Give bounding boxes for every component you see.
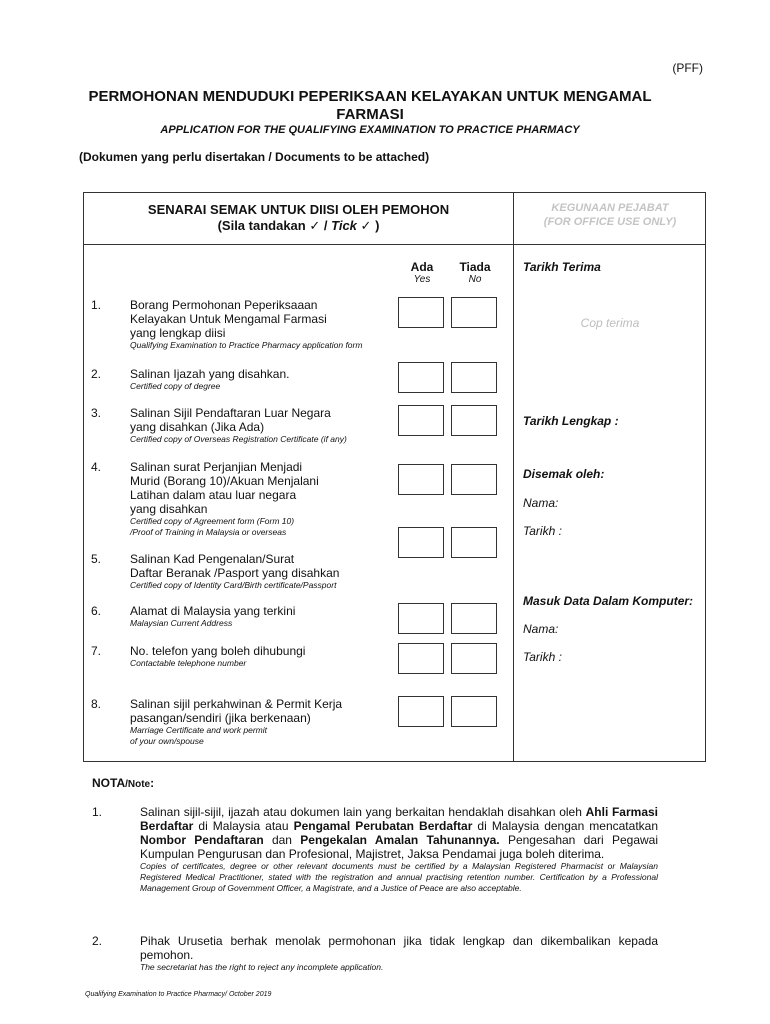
checklist-item-1: Borang Permohonan Peperiksaaan Kelayakan Untuk Mengamal Farmasi yang lengkap diisi Qualifying Examination to Practice Pharmacy application form	[130, 298, 363, 350]
computer-entry-name-label: Nama:	[523, 622, 559, 636]
item-number: 7.	[91, 644, 102, 658]
note-number: 2.	[92, 934, 103, 948]
note-number: 1.	[92, 805, 103, 819]
item-6-no-checkbox[interactable]	[451, 603, 497, 634]
item-1-yes-checkbox[interactable]	[398, 297, 444, 328]
tick-icon: ✓	[360, 218, 372, 233]
item-5-yes-checkbox[interactable]	[398, 527, 444, 558]
checklist-item-3: Salinan Sijil Pendaftaran Luar Negara yang disahkan (Jika Ada) Certified copy of Overseas Registration Certificate (if any)	[130, 406, 347, 444]
item-3-yes-checkbox[interactable]	[398, 405, 444, 436]
note-1: Salinan sijil-sijil, ijazah atau dokumen lain yang berkaitan hendaklah disahkan oleh Ahli Farmasi Berdaftar di Malaysia atau Pengamal Perubatan Berdaftar di Malaysia dengan mencatatkan Nombor Pendaftaran dan Pengekalan Amalan Tahunannya. Pengesahan dari Pegawai Kumpulan Pengurusan dan Profesional, Majistret, Jaksa Pendamai juga boleh diterima. Copies of certificates, degree or other relevant documents must be certified by a Malaysian Registered Pharmacist or Malaysian Registered Medical Practitioner, stated with the registration and annual practising retention number. Certification by a Professional Management Group of Government Officer, a Magistrate, and a Justice of Peace are also acceptable.	[140, 805, 658, 893]
item-number: 6.	[91, 604, 102, 618]
checklist-instruction: (Sila tandakan ✓ / Tick ✓ )	[217, 218, 380, 233]
table-column-divider	[513, 192, 514, 762]
page-footer: Qualifying Examination to Practice Pharmacy/ October 2019	[85, 991, 272, 998]
item-7-yes-checkbox[interactable]	[398, 643, 444, 674]
checklist-heading	[84, 202, 513, 234]
checklist-item-7: No. telefon yang boleh dihubungi Contactable telephone number	[130, 644, 306, 668]
checked-by-label: Disemak oleh:	[523, 467, 605, 481]
item-number: 5.	[91, 552, 102, 566]
item-5-no-checkbox[interactable]	[451, 527, 497, 558]
item-number: 8.	[91, 697, 102, 711]
item-4-no-checkbox[interactable]	[451, 464, 497, 495]
column-no-label-en: No	[468, 274, 482, 285]
item-number: 4.	[91, 460, 102, 474]
page-title: PERMOHONAN MENDUDUKI PEPERIKSAAN KELAYAKAN UNTUK MENGAMAL FARMASI	[88, 88, 652, 123]
item-3-no-checkbox[interactable]	[451, 405, 497, 436]
checklist-title: SENARAI SEMAK UNTUK DIISI OLEH PEMOHON	[147, 202, 450, 217]
computer-entry-date-label: Tarikh :	[523, 650, 562, 664]
table-header-divider	[83, 244, 706, 245]
item-2-no-checkbox[interactable]	[451, 362, 497, 393]
complete-date-label: Tarikh Lengkap :	[523, 414, 619, 428]
received-date-label: Tarikh Terima	[523, 260, 601, 274]
form-code: (PFF)	[672, 61, 703, 75]
column-yes-label: Ada	[410, 260, 434, 274]
column-no-label: Tiada	[459, 260, 491, 274]
item-number: 1.	[91, 298, 102, 312]
note-2: Pihak Urusetia berhak menolak permohonan jika tidak lengkap dan dikembalikan kepada pemohon. The secretariat has the right to reject any incomplete application.	[140, 934, 658, 972]
checklist-item-5: Salinan Kad Pengenalan/Surat Daftar Beranak /Pasport yang disahkan Certified copy of Identity Card/Birth certificate/Passport	[130, 552, 340, 590]
item-8-no-checkbox[interactable]	[451, 696, 497, 727]
checked-by-name-label: Nama:	[523, 496, 559, 510]
page-subtitle: APPLICATION FOR THE QUALIFYING EXAMINATION TO PRACTICE PHARMACY	[160, 124, 580, 136]
item-number: 3.	[91, 406, 102, 420]
checked-by-date-label: Tarikh :	[523, 524, 562, 538]
tick-icon: ✓	[309, 218, 321, 233]
item-7-no-checkbox[interactable]	[451, 643, 497, 674]
checklist-item-8: Salinan sijil perkahwinan & Permit Kerja pasangan/sendiri (jika berkenaan) Marriage Certificate and work permit of your own/spouse	[130, 697, 343, 746]
checklist-item-4: Salinan surat Perjanjian Menjadi Murid (Borang 10)/Akuan Menjalani Latihan dalam atau luar negara yang disahkan Certified copy of Agreement form (Form 10) /Proof of Training in Malaysia or overseas	[130, 460, 319, 537]
item-1-no-checkbox[interactable]	[451, 297, 497, 328]
item-4-yes-checkbox[interactable]	[398, 464, 444, 495]
notes-heading: NOTA/Note:	[92, 776, 155, 790]
item-2-yes-checkbox[interactable]	[398, 362, 444, 393]
item-number: 2.	[91, 367, 102, 381]
computer-entry-label: Masuk Data Dalam Komputer:	[523, 594, 694, 608]
checklist-item-6: Alamat di Malaysia yang terkini Malaysian Current Address	[130, 604, 296, 628]
item-8-yes-checkbox[interactable]	[398, 696, 444, 727]
received-stamp-placeholder: Cop terima	[580, 316, 640, 330]
office-use-heading: KEGUNAAN PEJABAT (FOR OFFICE USE ONLY)	[543, 202, 677, 228]
checklist-item-2: Salinan Ijazah yang disahkan. Certified copy of degree	[130, 367, 290, 391]
documents-to-attach-note: (Dokumen yang perlu disertakan / Documents to be attached)	[79, 150, 430, 164]
column-yes-label-en: Yes	[413, 274, 431, 285]
item-6-yes-checkbox[interactable]	[398, 603, 444, 634]
